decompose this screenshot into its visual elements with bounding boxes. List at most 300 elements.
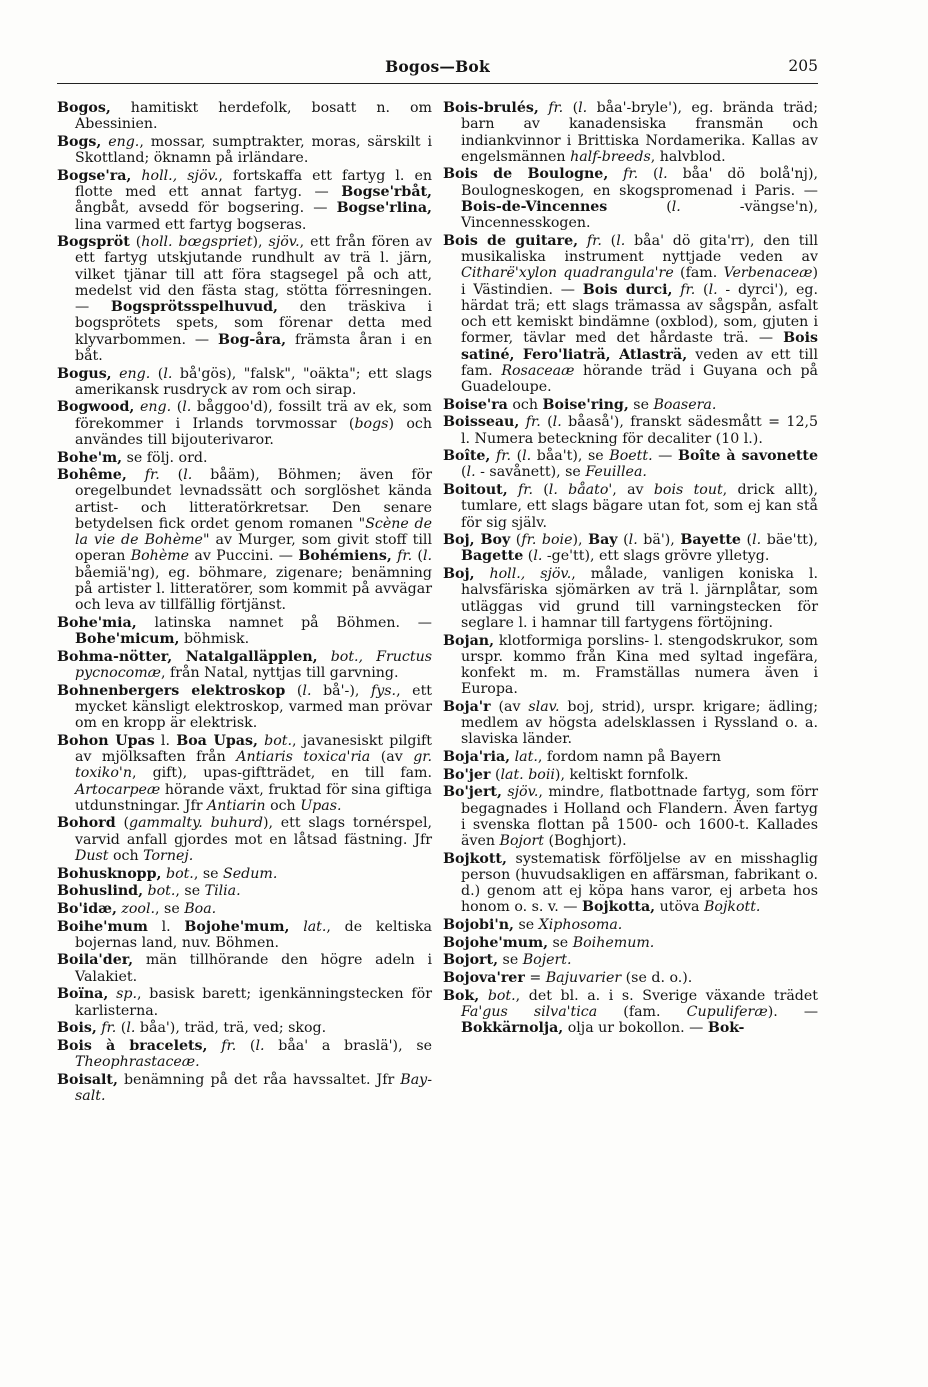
entry-text: se följ. ord. [122, 449, 208, 466]
entry-italic-text: l. [552, 414, 562, 431]
entry-text: ). — [767, 1003, 819, 1020]
dictionary-entry [443, 917, 818, 933]
dictionary-entry [57, 733, 432, 814]
entry-italic-text: fr. [548, 100, 564, 116]
entry-italic-text: bois tout [653, 482, 723, 499]
entry-text: ( [695, 281, 709, 298]
entry-text: , se [193, 865, 224, 882]
entry-text: (Boghjort). [543, 833, 627, 850]
entry-headword: Bojohe'mum, [443, 934, 549, 951]
dictionary-entry [57, 1038, 432, 1071]
entry-text [318, 649, 331, 665]
entry-headword: Bokkärnolja, [461, 1020, 564, 1037]
entry-text: ( [617, 532, 629, 549]
entry-headword: Bay [588, 532, 618, 549]
entry-text: , fortskaffa ett fartyg l. en flotte med ett annat fartyg. — [75, 167, 432, 201]
entry-text: benämning på det råa havssaltet. Jfr [117, 1071, 401, 1088]
entry-headword: Bojkott, [443, 850, 507, 867]
dictionary-entry [443, 935, 818, 951]
entry-italic-text: bot. [487, 987, 516, 1004]
entry-headword: Bogse'ra, [57, 167, 132, 184]
entry-text: hamitiskt herdefolk, bosatt n. om Abessinien. [75, 100, 432, 133]
entry-italic-text: l. [183, 467, 193, 484]
entry-text: klotformiga porslins- l. stengodskrukor, som urspr. kommo från Kina med syltad ingefära, konfekt m. m. Framställas numera även i Europa. [461, 632, 818, 698]
dictionary-entry [443, 988, 818, 1037]
entry-italic-text: lat. [303, 918, 327, 935]
dictionary-entry [57, 100, 432, 133]
entry-text: ångbåt, avsedd för bogsering. — [75, 200, 337, 217]
entry-italic-text: gr. toxiko'n [75, 749, 433, 782]
entry-headword: Bayette [680, 532, 741, 549]
entry-text: ( [601, 232, 617, 249]
entry-text: ( [607, 198, 672, 215]
entry-headword: Boisseau, [443, 414, 520, 431]
entry-headword: Bohême, [57, 467, 127, 484]
entry-text: , se [175, 883, 205, 900]
entry-text: ), [572, 532, 589, 549]
entry-text: ( [171, 399, 183, 416]
entry-text: , mindre, flatbottnade fartyg, som förr begagnades i Holland och Flandern. Även fartyg i svenska flottan på 1500- och 1600-t. Kallades även [461, 784, 818, 850]
entry-text: utöva [655, 899, 704, 916]
entry-text: hörande träd i Guyana och på Guadeloupe. [461, 362, 818, 396]
entry-text: båa' a braslä'), se [264, 1037, 433, 1054]
entry-headword: Bohon Upas [57, 732, 155, 749]
entry-headword: Boj, [443, 566, 475, 583]
entry-headword: Bog-åra, [217, 331, 287, 348]
entry-text: båa' dö bolå'nj), Boulogneskogen, en skogspromenad i Paris. — [461, 166, 819, 199]
entry-text: , ett från fören av ett fartyg utskjutande rundhult av trä l. järn, vilket tjänar till att föra stagsegel på och att, medelst vid den fästa stag, stötta förresningen. — [75, 234, 433, 316]
dictionary-entry [443, 532, 818, 565]
entry-text: se [513, 917, 539, 934]
entry-italic-text: Bojert. [522, 952, 572, 969]
entry-italic-text: Boasera. [653, 396, 717, 413]
entry-italic-text: Antiaris toxica'ria [236, 749, 371, 766]
entry-text: , av [612, 482, 654, 499]
entry-italic-text: holl. bœgspriet [141, 234, 253, 251]
entry-text: , drick allt), tumlare, ett slags bägare utan fot, som ej kan stå för sig själv. [461, 482, 818, 531]
entry-text: , basisk barett; igenkänningstecken för karlisterna. [75, 986, 432, 1019]
entry-text: ( [638, 166, 659, 183]
entry-text: lina varmed ett fartyg bogseras. [75, 216, 307, 233]
entry-italic-text: sjöv. [507, 784, 539, 801]
entry-text: ), ett slags tornérspel, varvid anfall gjordes mot en låtsad fästning. Jfr [75, 815, 432, 848]
dictionary-entry [57, 815, 432, 864]
entry-text: böhmisk. [179, 631, 250, 648]
dictionary-entry [443, 566, 818, 631]
entry-italic-text: eng. [108, 133, 140, 150]
entry-italic-text: bogs [354, 415, 389, 432]
entry-headword: Bok, [443, 987, 480, 1004]
entry-headword: Boj, Boy [443, 532, 511, 549]
entry-italic-text: l. [578, 100, 588, 116]
entry-text: ( [236, 1037, 256, 1054]
entry-text: båa'), träd, trä, ved; skog. [135, 1020, 327, 1037]
entry-text [127, 467, 145, 483]
entry-italic-text: l. [466, 464, 476, 481]
entry-italic-text: Artocarpeæ [75, 781, 161, 798]
entry-text: båa'-bryle'), eg. brända träd; barn av kanadensiska fransmän och indiankvinnor i Brittiska Nordamerika. Kallas av engelsmännen [461, 100, 818, 165]
dictionary-entry [57, 952, 432, 985]
entry-text: olja ur bokollon. — [563, 1020, 708, 1037]
entry-text: ( [510, 448, 523, 465]
dictionary-entry [443, 699, 818, 748]
entry-text [112, 366, 120, 382]
entry-text: , ett mycket känsligt elektroskop, varmed man prövar om en kropp är elektrisk. [75, 682, 432, 732]
entry-italic-text: Bajuvarier [545, 970, 622, 987]
entry-headword: Bogs, [57, 133, 102, 150]
entry-italic-text: fr. [495, 448, 511, 465]
entry-text: båäm), Böhmen; även för oregelbundet levnadssätt och sorglöshet kända artist- och litteratörkretsar. Den senare betydelsen fick ordet genom romanen [75, 467, 432, 532]
entry-headword: Boja'ria, [443, 749, 511, 766]
entry-headword: Bogus, [57, 365, 112, 382]
entry-italic-text: l. [255, 1037, 265, 1054]
entry-text [131, 168, 141, 184]
entry-text: hörande växt, fruktad för sina giftiga utdunstningar. Jfr [75, 781, 432, 814]
entry-text: ( [563, 100, 579, 116]
entry-italic-text: eng. [139, 399, 172, 416]
entry-headword: Bojkotta, [581, 899, 656, 916]
entry-text: , gift), upas-giftträdet, en till fam. [131, 765, 432, 782]
entry-italic-text: Theophrastaceæ. [75, 1054, 200, 1071]
entry-italic-text: Upas. [300, 797, 342, 814]
entry-text: se [628, 396, 654, 413]
entry-headword: Bogos, [57, 100, 111, 116]
entry-headword: Bois durci, [582, 281, 673, 298]
entry-text: boj, strid), urspr. krigare; ädling; medlem av högsta adelsklassen i Ryssland o. a. slaviska länder. [461, 698, 818, 748]
entry-headword: Boja'r [443, 698, 491, 715]
entry-text: (fam. [597, 1003, 687, 1020]
entry-text: bå'-), [311, 682, 371, 699]
entry-headword: Bois satiné, Fero'liaträ, Atlasträ, [461, 330, 818, 363]
entry-text [289, 919, 303, 935]
entry-italic-text: lat. boii [500, 766, 555, 783]
entry-headword: Bohnenbergers elektroskop [57, 682, 286, 699]
entry-text [539, 100, 548, 116]
entry-italic-text: fr. [525, 414, 541, 431]
entry-italic-text: Rosaceaæ [501, 362, 575, 379]
entry-headword: Boihe'mum [57, 918, 148, 935]
entry-text [207, 1038, 221, 1054]
entry-text [108, 986, 116, 1002]
entry-text: ( [285, 682, 303, 699]
entry-text: l. [154, 732, 177, 749]
dictionary-entry [57, 234, 432, 364]
entry-text: latinska namnet på Böhmen. — [136, 614, 432, 631]
dictionary-entry [57, 883, 432, 899]
entry-headword: Bok- [707, 1020, 745, 1037]
dictionary-entry [57, 615, 432, 648]
entry-text [508, 482, 518, 498]
entry-text: , fordom namn på Bayern [537, 749, 722, 766]
entry-text: ( [116, 1020, 127, 1037]
dictionary-entry [57, 901, 432, 917]
entry-headword: Boîte à savonette [677, 448, 819, 465]
dictionary-entry [57, 919, 432, 952]
dictionary-entry [443, 851, 818, 916]
entry-italic-text: fr. [397, 548, 413, 565]
entry-italic-text: Tornej. [143, 847, 194, 864]
entry-italic-text: Sedum. [223, 865, 278, 882]
entry-text: båemiä'ng), eg. böhmare, zigenare; benämning på artister l. litteratörer, som kommit på avvägar och leva av tillfällig förtjänst. [75, 564, 432, 614]
dictionary-entry [57, 399, 432, 448]
entry-italic-text: Boa. [184, 900, 217, 917]
entry-italic-text: fr. [144, 467, 160, 484]
entry-text: , det bl. a. i s. Sverige växande trädet [515, 987, 818, 1004]
dictionary-entry [443, 448, 818, 481]
entry-italic-text: l. [522, 448, 532, 465]
entry-text: (se d. o.). [621, 970, 693, 987]
right-column [443, 100, 818, 1038]
entry-italic-text: half-breeds [570, 148, 651, 165]
entry-text: , halvblod. [650, 148, 726, 165]
dictionary-entry [57, 168, 432, 233]
entry-text: = [524, 970, 546, 987]
entry-text: ( [150, 365, 164, 382]
entry-italic-text: fr. [221, 1037, 237, 1054]
entry-text: systematisk förföljelse av en misshaglig person (huvudsakligen en affärsman, fabrikant o. d.) genom att ej köpa hans varor, ej arbeta hos honom o. s. v. — [461, 850, 818, 916]
entry-italic-text: bot. [264, 732, 293, 749]
dictionary-entry [57, 366, 432, 399]
dictionary-entry [57, 450, 432, 466]
entry-headword: Bogwood, [57, 399, 135, 416]
entry-headword: Bo'jert, [443, 784, 502, 801]
page-number: 205 [788, 57, 818, 75]
entry-text: (fam. [673, 265, 724, 282]
entry-text: bä'), [637, 532, 681, 549]
entry-headword: Bagette [461, 548, 524, 565]
entry-text: , javanesiskt pilgift av mjölksaften från [75, 732, 432, 766]
entry-text [578, 233, 587, 249]
entry-headword: Bogspröt [57, 234, 130, 251]
entry-headword: Bojobi'n, [443, 917, 514, 934]
entry-headword: Boise'ring, [542, 396, 629, 413]
running-title: Bogos—Bok [385, 57, 490, 76]
entry-text: ), [252, 234, 269, 251]
entry-italic-text: bot. [165, 865, 194, 882]
entry-italic-text: l. [658, 166, 668, 183]
entry-headword: Bois à bracelets, [57, 1037, 208, 1054]
entry-text: , mossar, sumptrakter, moras, särskilt i Skottland; öknamn på irländare. [75, 133, 432, 167]
entry-headword: Bohémiens, [298, 548, 392, 565]
dictionary-entry [57, 1020, 432, 1036]
dictionary-entry [57, 866, 432, 882]
entry-text: se [548, 934, 573, 951]
entry-italic-text: l. [628, 532, 638, 549]
dictionary-entry [443, 749, 818, 765]
entry-headword: Bohord [57, 815, 116, 832]
entry-italic-text: l. [752, 532, 762, 549]
entry-italic-text: l. [182, 399, 192, 416]
dictionary-entry [443, 767, 818, 783]
entry-italic-text: Feuillea. [585, 464, 647, 481]
entry-italic-text: Boett. [609, 448, 653, 465]
entry-italic-text: eng. [119, 365, 151, 382]
dictionary-entry [443, 100, 818, 165]
entry-headword: Bojort, [443, 952, 499, 969]
entry-italic-text: bot., Fructus pycnocomæ [75, 648, 432, 682]
entry-text: bå'gös), "falsk", "oäkta"; ett slags amerikansk rusdryck av rom och sirap. [75, 365, 433, 398]
entry-text [608, 166, 623, 182]
dictionary-entry [57, 683, 432, 732]
entry-text: bäe'tt), [761, 532, 819, 549]
entry-text: av Murger, som givit stoff till operan [75, 532, 432, 565]
dictionary-entry [443, 166, 818, 231]
entry-headword: Bohe'm, [57, 449, 123, 466]
entry-italic-text: Antiarin [207, 797, 266, 814]
entry-text: , målade, vanligen koniska l. halvsfäriska sjömärken av trä l. järnplåtar, som utläggas vid grund till varningstecken för seglare l. i hamnar till fartygens förtöjning. [461, 566, 818, 631]
entry-headword: Bois-de-Vincennes [461, 198, 608, 215]
entry-text: av Puccini. — [189, 548, 299, 565]
entry-headword: Bogse'rlina, [336, 200, 432, 217]
entry-italic-text: Verbenaceæ [723, 265, 813, 282]
entry-italic-text: holl., sjöv. [489, 566, 572, 583]
entry-text: ), keltiskt fornfolk. [554, 766, 689, 783]
entry-italic-text: fys. [371, 682, 397, 699]
entry-text: båggoo'd), fossilt trä av ek, som förekommer i Irlands torvmossar ( [75, 399, 433, 432]
entry-italic-text: fr. [517, 482, 533, 499]
entry-text: den träskiva i bogsprötets spets, som förenar detta med klyvarbommen. — [75, 299, 432, 348]
entry-headword: Bojova'rer [443, 970, 525, 987]
entry-italic-text: l. [126, 1020, 136, 1037]
entry-text: främsta åran i en båt. [75, 331, 432, 364]
entry-headword: Boïna, [57, 986, 109, 1003]
entry-text: -ge'tt), ett slags grövre ylletyg. [542, 548, 770, 565]
entry-headword: Boa Upas, [176, 732, 258, 749]
entry-headword: Bohe'mia, [57, 614, 137, 631]
entry-italic-text: slav. [528, 698, 560, 715]
entry-italic-text: l. [671, 198, 681, 215]
entry-italic-text: Xiphosoma. [538, 917, 623, 934]
entry-italic-text: Citharë'xylon quadrangula're [461, 265, 674, 282]
entry-italic-text: l. [422, 548, 433, 565]
entry-italic-text: fr. [680, 281, 696, 298]
entry-headword: Bogsprötsspelhuvud, [110, 299, 278, 316]
entry-italic-text: l. [302, 682, 312, 699]
entry-text: ( [532, 482, 549, 499]
dictionary-entry [57, 467, 432, 613]
entry-headword: Bois de Boulogne, [443, 166, 609, 183]
entry-text: - dyrci'), eg. härdat trä; ett slags trämassa av sågspån, asfalt och ett kemiskt bindämne (oxblod), som, gjuten i former, tävlar med det hårdaste trä. — [461, 281, 819, 347]
dictionary-entry [443, 233, 818, 396]
dictionary-entry [443, 970, 818, 986]
entry-text: — [652, 448, 678, 465]
entry-text: och [265, 797, 301, 814]
entry-italic-text: l. båato' [548, 482, 613, 499]
entry-text: båa' dö gita'rr), den till musikaliska instrument nyttjade veden av [461, 232, 819, 266]
page-header [57, 57, 818, 83]
entry-headword: Bo'idæ, [57, 900, 117, 917]
entry-italic-text: fr. [586, 232, 602, 249]
entry-italic-text: l. [163, 365, 173, 382]
entry-italic-text: Bojort [499, 833, 544, 850]
dictionary-entry [57, 1072, 432, 1105]
entry-italic-text: gammalty. buhurd [128, 815, 263, 832]
entry-italic-text: fr. [623, 166, 639, 183]
entry-italic-text: fr. [101, 1020, 117, 1037]
entry-text: och [507, 396, 543, 413]
entry-italic-text: sjöv. [268, 234, 300, 251]
entry-headword: Boitout, [443, 482, 508, 499]
entry-text: ( [523, 548, 534, 565]
entry-italic-text: Bay-salt. [75, 1071, 432, 1104]
entry-headword: Bohuslind, [57, 883, 144, 900]
entry-text: veden av ett till fam. [461, 346, 818, 379]
entry-headword: Bois de guitare, [443, 232, 579, 249]
entry-text: ( [540, 414, 553, 431]
entry-text: , från Natal, nyttjas till garvning. [161, 665, 399, 682]
entry-text: ( [740, 532, 753, 549]
entry-headword: Bojan, [443, 632, 495, 649]
entry-italic-text: l. [533, 548, 543, 565]
entry-italic-text: Dust [75, 847, 109, 864]
entry-text: ( [510, 532, 522, 549]
dictionary-entry [443, 414, 818, 447]
entry-text: båa't), se [531, 448, 610, 465]
entry-text [475, 566, 490, 582]
entry-text: ( [461, 464, 467, 481]
entry-text: män tillhörande den högre adeln i Valakiet. [75, 952, 432, 985]
left-column [57, 100, 432, 1106]
entry-headword: Bohusknopp, [57, 865, 162, 882]
dictionary-entry [443, 633, 818, 698]
entry-headword: Bogse'rbåt, [341, 184, 432, 201]
entry-italic-text: Cupuliferæ [686, 1003, 768, 1020]
entry-text: ) i Västindien. — [461, 265, 818, 298]
entry-headword: Boila'der, [57, 952, 134, 969]
entry-italic-text: Bojkott. [703, 899, 761, 916]
entry-italic-text: l. [616, 232, 626, 249]
entry-text: - savånett), se [475, 464, 586, 481]
entry-italic-text: "Scène de la vie de Bohème" [75, 515, 432, 549]
entry-text: , de keltiska bojernas land, nuv. Böhmen. [75, 918, 432, 951]
dictionary-entry [443, 482, 818, 531]
dictionary-entry [57, 649, 432, 682]
entry-text: ( [129, 234, 142, 251]
dictionary-entry [57, 986, 432, 1019]
entry-text: ( [159, 467, 184, 484]
entry-headword: Boise'ra [443, 396, 508, 413]
entry-italic-text: lat. [514, 749, 538, 766]
entry-headword: Bois, [57, 1020, 97, 1037]
entry-italic-text: Bohème [130, 548, 190, 565]
entry-italic-text: Boihemum. [572, 934, 655, 951]
entry-text: båaså'), franskt sädesmått = 12,5 l. Numera beteckning för decaliter (10 l.). [461, 414, 819, 447]
entry-italic-text: sp. [116, 986, 137, 1003]
entry-italic-text: zool. [121, 900, 156, 917]
entry-text: och [108, 847, 144, 864]
entry-italic-text: l. [708, 281, 718, 298]
entry-text: se [498, 952, 523, 969]
header-rule [57, 83, 818, 84]
entry-headword: Boîte, [443, 448, 491, 465]
entry-text: , se [155, 900, 185, 917]
entry-text: ( [115, 815, 129, 832]
dictionary-entry [443, 952, 818, 968]
entry-text: l. [147, 918, 185, 935]
entry-headword: Bohe'micum, [75, 631, 180, 648]
entry-italic-text: fr. boie [521, 532, 573, 549]
entry-headword: Bohma-nötter, Natalgalläpplen, [57, 648, 318, 665]
entry-text: ( [412, 548, 423, 565]
entry-headword: Boisalt, [57, 1071, 118, 1088]
entry-headword: Bois-brulés, [443, 100, 539, 116]
entry-italic-text: bot. [147, 883, 176, 900]
entry-text: (av [490, 698, 529, 715]
entry-text: (av [370, 749, 414, 766]
entry-italic-text: holl., sjöv. [141, 167, 219, 184]
entry-headword: Bojohe'mum, [184, 918, 290, 935]
entry-text [479, 988, 488, 1004]
